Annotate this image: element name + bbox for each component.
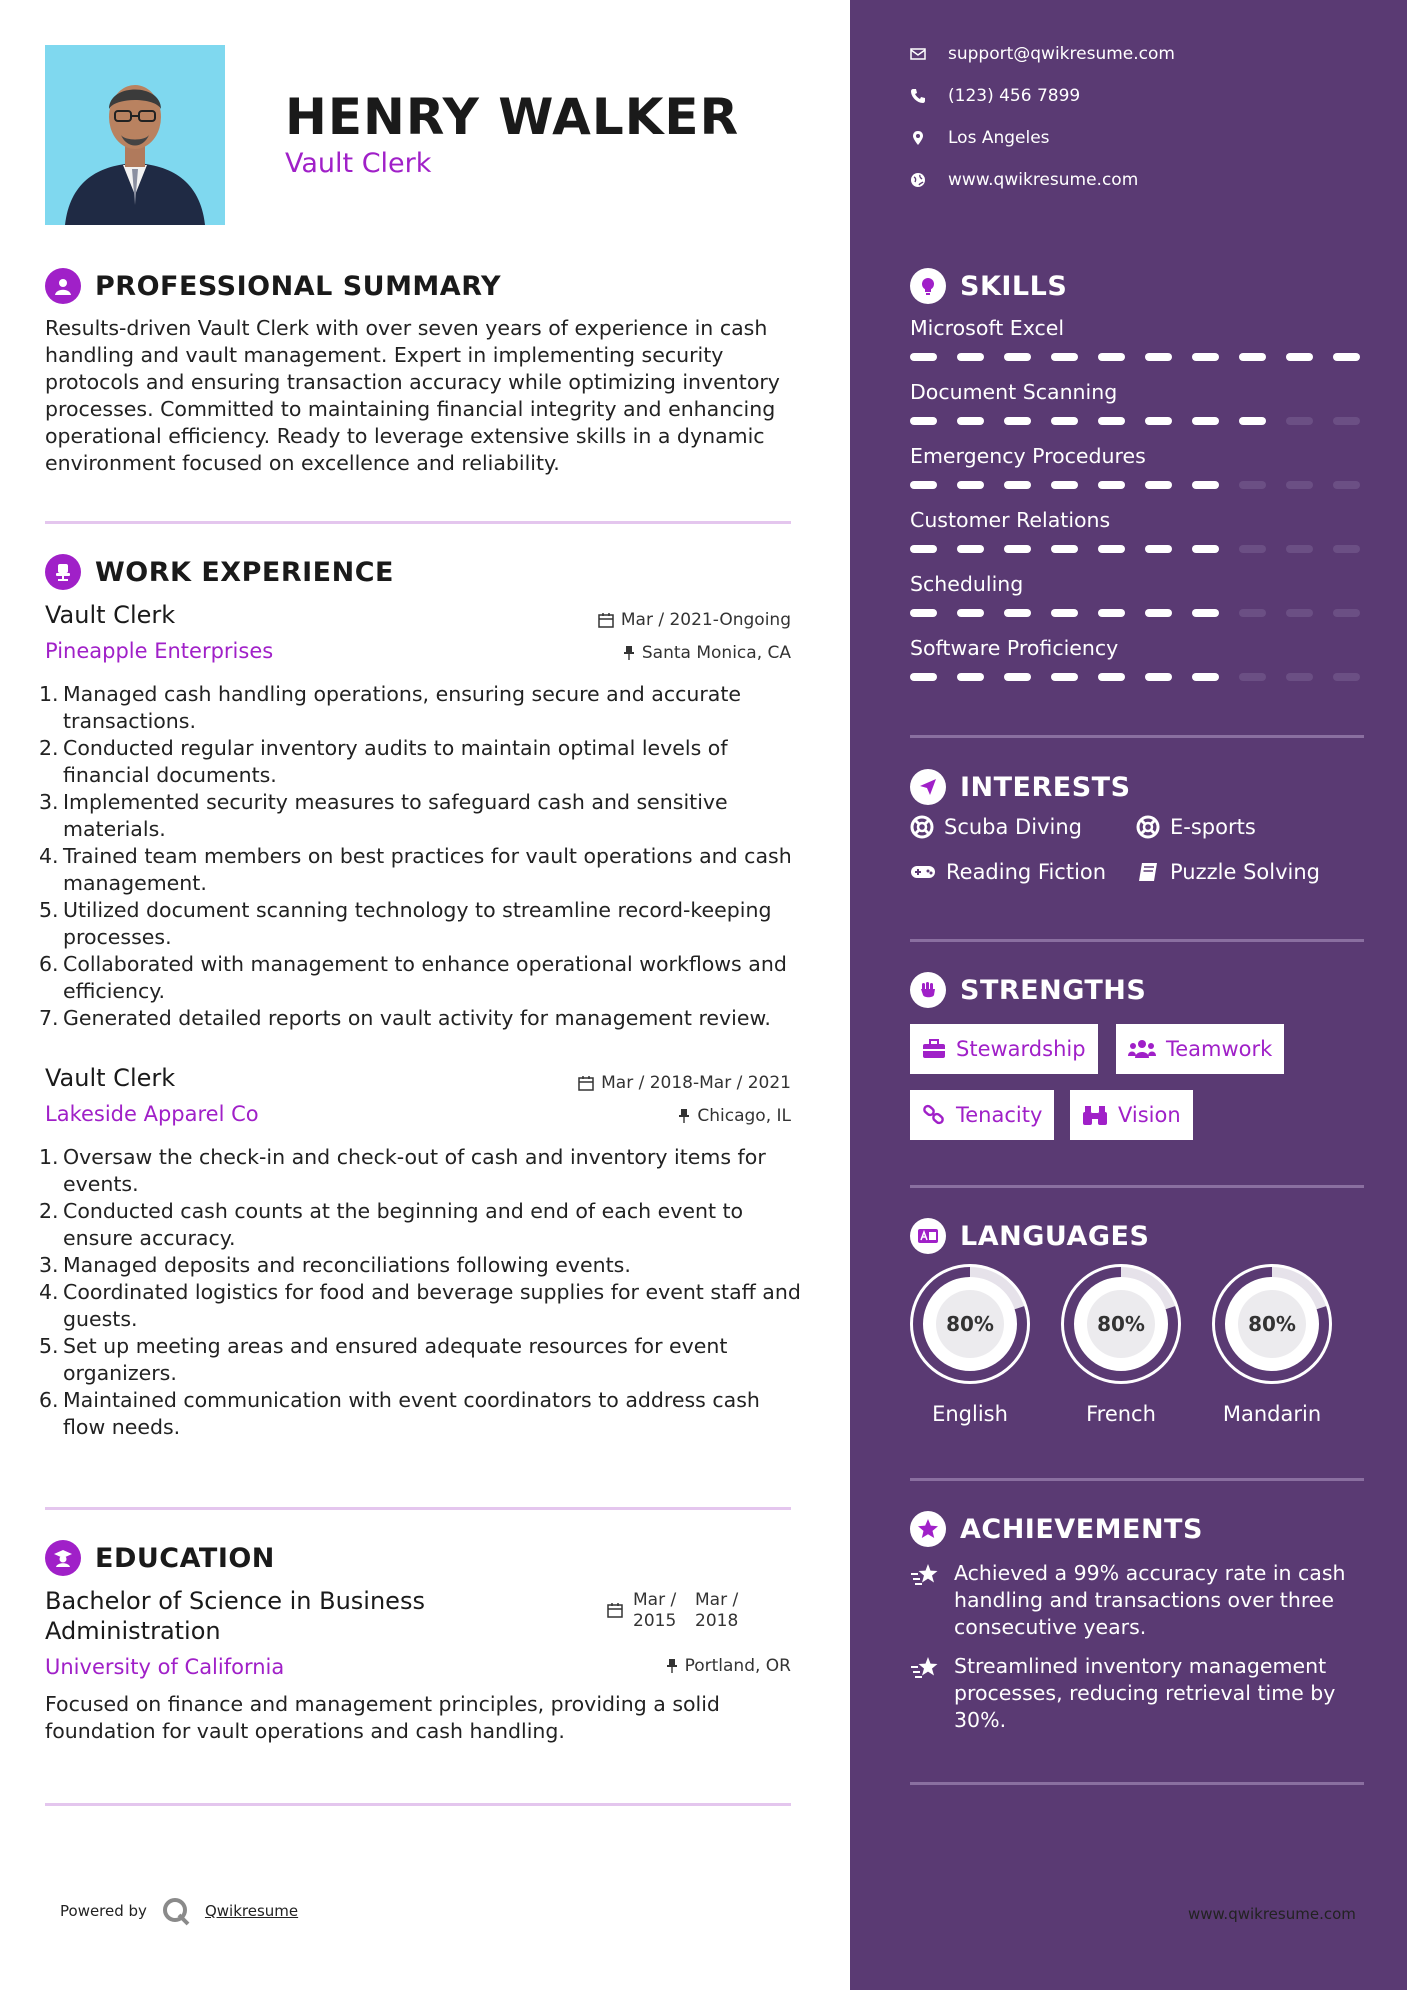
skill-level-segment bbox=[1145, 481, 1172, 489]
skill-level-segment bbox=[1145, 609, 1172, 617]
job-company: Pineapple Enterprises bbox=[45, 639, 274, 663]
skill-level-segment bbox=[1286, 673, 1313, 681]
lifebuoy-icon bbox=[910, 815, 934, 839]
section-title: INTERESTS bbox=[960, 771, 1131, 803]
language-name: Mandarin bbox=[1222, 1402, 1322, 1426]
skill-level-bar bbox=[910, 609, 1360, 617]
shooting-star-icon bbox=[910, 1655, 940, 1683]
job-duties-list bbox=[39, 1144, 805, 1441]
skill-level-segment bbox=[1192, 673, 1219, 681]
contact-website-text[interactable]: www.qwikresume.com bbox=[948, 170, 1139, 190]
achievement-item bbox=[910, 1653, 1360, 1734]
interest-item bbox=[1136, 860, 1320, 884]
section-divider bbox=[910, 735, 1364, 738]
skill-level-segment bbox=[1286, 609, 1313, 617]
paper-plane-icon bbox=[910, 769, 946, 805]
footer-powered-by bbox=[60, 1896, 298, 1926]
chair-icon bbox=[45, 554, 81, 590]
language-percent: 80% bbox=[1097, 1312, 1145, 1336]
strength-badge bbox=[910, 1024, 1098, 1074]
language-progress-ring bbox=[1061, 1264, 1181, 1384]
job-location bbox=[678, 1106, 791, 1126]
phone-icon bbox=[910, 88, 926, 104]
section-divider bbox=[45, 1507, 791, 1510]
skill-level-segment bbox=[957, 353, 984, 361]
section-divider bbox=[910, 1782, 1364, 1785]
skill-level-bar bbox=[910, 545, 1360, 553]
interest-label: Puzzle Solving bbox=[1170, 860, 1320, 884]
languages-heading bbox=[910, 1218, 1149, 1254]
skill-level-segment bbox=[1098, 353, 1125, 361]
section-title: ACHIEVEMENTS bbox=[960, 1513, 1203, 1545]
globe-icon bbox=[910, 172, 926, 188]
strength-badge bbox=[1070, 1090, 1193, 1140]
achievement-text: Streamlined inventory management processes, reducing retrieval time by 30%. bbox=[954, 1654, 1336, 1732]
education-dates bbox=[607, 1590, 747, 1632]
section-divider bbox=[910, 939, 1364, 942]
interest-label: Scuba Diving bbox=[944, 815, 1082, 839]
summary-text: Results-driven Vault Clerk with over seven years of experience in cash handling and vault management. Expert in implementing security protocols and ensuring transaction accuracy while optimizing inventory processes. Committed to maintaining financial integrity and enhancing operational efficiency. Ready to leverage extensive skills in a dynamic environment focused on excellence and reliability. bbox=[45, 316, 780, 475]
section-divider bbox=[45, 521, 791, 524]
skill-name: Customer Relations bbox=[910, 508, 1111, 532]
skill-level-segment bbox=[1286, 353, 1313, 361]
skill-level-segment bbox=[1192, 545, 1219, 553]
list-item: 3. Managed deposits and reconciliations following events. bbox=[39, 1253, 631, 1277]
contact-website bbox=[910, 170, 1138, 190]
skill-level-segment bbox=[1004, 481, 1031, 489]
skills-heading bbox=[910, 268, 1067, 304]
skill-name: Scheduling bbox=[910, 572, 1024, 596]
link-icon bbox=[922, 1104, 946, 1126]
map-pin-icon bbox=[910, 130, 926, 146]
skill-level-segment bbox=[1145, 417, 1172, 425]
skill-level-segment bbox=[1239, 481, 1266, 489]
skill-level-segment bbox=[1239, 353, 1266, 361]
education-description: Focused on finance and management principles, providing a solid foundation for vault operations and cash handling. bbox=[45, 1692, 720, 1743]
contact-phone-text[interactable]: (123) 456 7899 bbox=[948, 86, 1081, 106]
achievement-text: Achieved a 99% accuracy rate in cash handling and transactions over three consecutive years. bbox=[954, 1561, 1346, 1639]
list-item: 1. Oversaw the check-in and check-out of cash and inventory items for events. bbox=[39, 1145, 766, 1196]
skill-level-segment bbox=[1333, 545, 1360, 553]
list-item: 3. Implemented security measures to safeguard cash and sensitive materials. bbox=[39, 790, 728, 841]
interest-item bbox=[910, 815, 1082, 839]
skill-level-segment bbox=[910, 673, 937, 681]
job-date bbox=[578, 1073, 791, 1093]
section-divider bbox=[910, 1478, 1364, 1481]
skill-level-segment bbox=[957, 673, 984, 681]
skill-level-bar bbox=[910, 673, 1360, 681]
calendar-icon bbox=[607, 1602, 623, 1618]
section-divider bbox=[910, 1185, 1364, 1188]
skill-level-segment bbox=[1098, 609, 1125, 617]
skill-level-segment bbox=[957, 609, 984, 617]
skill-level-segment bbox=[1192, 417, 1219, 425]
pushpin-icon bbox=[666, 1658, 678, 1674]
job-role: Vault Clerk bbox=[45, 601, 176, 629]
education-location-text: Portland, OR bbox=[684, 1656, 791, 1676]
contact-location bbox=[910, 128, 1050, 148]
pushpin-icon bbox=[678, 1108, 690, 1124]
skill-level-segment bbox=[1333, 481, 1360, 489]
skill-level-segment bbox=[1051, 673, 1078, 681]
section-title: PROFESSIONAL SUMMARY bbox=[95, 270, 502, 302]
section-divider bbox=[45, 1803, 791, 1806]
job-location bbox=[623, 643, 791, 663]
strength-label: Teamwork bbox=[1166, 1037, 1273, 1061]
skill-level-segment bbox=[1145, 353, 1172, 361]
language-percent: 80% bbox=[946, 1312, 994, 1336]
school-name: University of California bbox=[45, 1655, 285, 1679]
job-role: Vault Clerk bbox=[45, 1064, 176, 1092]
skill-level-segment bbox=[1145, 545, 1172, 553]
language-progress-ring bbox=[910, 1264, 1030, 1384]
skill-level-segment bbox=[1051, 481, 1078, 489]
strengths-heading bbox=[910, 972, 1146, 1008]
binoculars-icon bbox=[1082, 1104, 1108, 1126]
list-item: 6. Maintained communication with event coordinators to address cash flow needs. bbox=[39, 1388, 760, 1439]
skill-level-segment bbox=[1051, 609, 1078, 617]
strength-label: Tenacity bbox=[956, 1103, 1043, 1127]
users-icon bbox=[1128, 1039, 1156, 1059]
language-name: French bbox=[1086, 1402, 1156, 1426]
skill-level-segment bbox=[1239, 609, 1266, 617]
skill-level-segment bbox=[910, 481, 937, 489]
interest-item bbox=[1136, 815, 1256, 839]
skill-level-segment bbox=[957, 545, 984, 553]
skill-level-bar bbox=[910, 417, 1360, 425]
user-circle-icon bbox=[45, 268, 81, 304]
list-item: 2. Conducted regular inventory audits to maintain optimal levels of financial documents. bbox=[39, 736, 728, 787]
achievement-item bbox=[910, 1560, 1360, 1641]
skill-level-segment bbox=[1333, 609, 1360, 617]
skill-name: Document Scanning bbox=[910, 380, 1118, 404]
fist-icon bbox=[910, 972, 946, 1008]
skill-level-segment bbox=[1004, 609, 1031, 617]
education-location bbox=[666, 1656, 791, 1676]
skill-level-segment bbox=[1286, 481, 1313, 489]
summary-heading bbox=[45, 268, 501, 304]
skill-level-segment bbox=[1239, 673, 1266, 681]
footer-website[interactable]: www.qwikresume.com bbox=[1188, 1905, 1356, 1923]
contact-location-text: Los Angeles bbox=[948, 128, 1050, 148]
section-title: SKILLS bbox=[960, 270, 1068, 302]
education-heading bbox=[45, 1540, 275, 1576]
job-date bbox=[598, 610, 791, 630]
skill-level-segment bbox=[1004, 673, 1031, 681]
interest-item bbox=[910, 860, 1106, 884]
achievements-heading bbox=[910, 1511, 1203, 1547]
skill-level-segment bbox=[1004, 417, 1031, 425]
envelope-icon bbox=[910, 46, 926, 62]
qwikresume-logo-icon bbox=[161, 1896, 191, 1926]
skill-level-segment bbox=[1145, 673, 1172, 681]
language-progress-ring bbox=[1212, 1264, 1332, 1384]
skill-level-segment bbox=[957, 417, 984, 425]
list-item: 6. Collaborated with management to enhance operational workflows and efficiency. bbox=[39, 952, 787, 1003]
book-icon bbox=[1136, 860, 1160, 884]
strength-badge bbox=[910, 1090, 1054, 1140]
skill-level-segment bbox=[1192, 609, 1219, 617]
skill-level-segment bbox=[1098, 481, 1125, 489]
contact-phone bbox=[910, 86, 1080, 106]
interest-label: Reading Fiction bbox=[946, 860, 1107, 884]
experience-heading bbox=[45, 554, 394, 590]
skill-level-segment bbox=[910, 545, 937, 553]
degree-title: Bachelor of Science in Business Administration bbox=[45, 1587, 425, 1645]
contact-email bbox=[910, 44, 1175, 64]
skill-level-segment bbox=[1333, 353, 1360, 361]
list-item: 2. Conducted cash counts at the beginning and end of each event to ensure accuracy. bbox=[39, 1199, 744, 1250]
skill-level-segment bbox=[910, 417, 937, 425]
calendar-icon bbox=[598, 612, 614, 628]
strength-label: Vision bbox=[1118, 1103, 1181, 1127]
skill-name: Microsoft Excel bbox=[910, 316, 1065, 340]
language-percent: 80% bbox=[1248, 1312, 1296, 1336]
list-item: 7. Generated detailed reports on vault activity for management review. bbox=[39, 1006, 771, 1030]
skill-level-segment bbox=[1192, 481, 1219, 489]
person-portrait-icon bbox=[45, 45, 225, 225]
shooting-star-icon bbox=[910, 1562, 940, 1590]
candidate-name: HENRY WALKER bbox=[285, 88, 740, 146]
skill-level-bar bbox=[910, 353, 1360, 361]
language-item bbox=[910, 1264, 1030, 1426]
list-item: 4. Trained team members on best practices for vault operations and cash management. bbox=[39, 844, 792, 895]
lightbulb-icon bbox=[910, 268, 946, 304]
skill-level-segment bbox=[1098, 545, 1125, 553]
skill-level-segment bbox=[1051, 353, 1078, 361]
list-item: 4. Coordinated logistics for food and beverage supplies for event staff and guests. bbox=[39, 1280, 801, 1331]
list-item: 5. Set up meeting areas and ensured adequate resources for event organizers. bbox=[39, 1334, 728, 1385]
skill-level-segment bbox=[1192, 353, 1219, 361]
graduate-icon bbox=[45, 1540, 81, 1576]
interest-label: E-sports bbox=[1170, 815, 1256, 839]
skill-level-segment bbox=[1051, 417, 1078, 425]
skill-level-segment bbox=[1239, 545, 1266, 553]
powered-by-label: Powered by bbox=[60, 1902, 147, 1920]
strength-label: Stewardship bbox=[956, 1037, 1086, 1061]
job-location-text: Santa Monica, CA bbox=[641, 643, 791, 663]
skill-level-segment bbox=[1051, 545, 1078, 553]
list-item: 5. Utilized document scanning technology to streamline record-keeping processes. bbox=[39, 898, 772, 949]
job-duties-list bbox=[39, 681, 805, 1032]
skill-level-segment bbox=[910, 609, 937, 617]
section-title: WORK EXPERIENCE bbox=[95, 556, 394, 588]
job-location-text: Chicago, IL bbox=[697, 1106, 791, 1126]
skill-level-segment bbox=[1239, 417, 1266, 425]
skill-level-segment bbox=[1333, 417, 1360, 425]
section-title: LANGUAGES bbox=[960, 1220, 1150, 1252]
translate-icon bbox=[910, 1218, 946, 1254]
skill-level-segment bbox=[1004, 545, 1031, 553]
skill-level-segment bbox=[1098, 417, 1125, 425]
gamepad-icon bbox=[910, 862, 936, 882]
skill-level-segment bbox=[910, 353, 937, 361]
skill-level-bar bbox=[910, 481, 1360, 489]
skill-level-segment bbox=[1333, 673, 1360, 681]
lifebuoy-icon bbox=[1136, 815, 1160, 839]
skill-level-segment bbox=[1286, 417, 1313, 425]
interests-heading bbox=[910, 769, 1131, 805]
section-title: STRENGTHS bbox=[960, 974, 1147, 1006]
calendar-icon bbox=[578, 1075, 594, 1091]
star-icon bbox=[910, 1511, 946, 1547]
language-name: English bbox=[932, 1402, 1008, 1426]
qwikresume-link[interactable]: Qwikresume bbox=[204, 1902, 299, 1920]
education-end-date: Mar / 2018 bbox=[695, 1590, 739, 1631]
skill-level-segment bbox=[1004, 353, 1031, 361]
language-item bbox=[1061, 1264, 1181, 1426]
list-item: 1. Managed cash handling operations, ensuring secure and accurate transactions. bbox=[39, 682, 742, 733]
pushpin-icon bbox=[623, 645, 635, 661]
language-item bbox=[1212, 1264, 1332, 1426]
skill-name: Emergency Procedures bbox=[910, 444, 1146, 468]
section-title: EDUCATION bbox=[95, 1542, 275, 1574]
skill-level-segment bbox=[957, 481, 984, 489]
candidate-title: Vault Clerk bbox=[285, 148, 432, 179]
job-date-text: Mar / 2021-Ongoing bbox=[620, 610, 791, 630]
contact-email-text[interactable]: support@qwikresume.com bbox=[948, 44, 1175, 64]
profile-photo bbox=[45, 45, 225, 225]
strength-badge bbox=[1116, 1024, 1284, 1074]
job-date-text: Mar / 2018-Mar / 2021 bbox=[601, 1073, 791, 1093]
skill-name: Software Proficiency bbox=[910, 636, 1119, 660]
skill-level-segment bbox=[1098, 673, 1125, 681]
education-start-date: Mar / 2015 bbox=[633, 1590, 677, 1631]
briefcase-icon bbox=[922, 1039, 946, 1059]
skill-level-segment bbox=[1286, 545, 1313, 553]
job-company: Lakeside Apparel Co bbox=[45, 1102, 259, 1126]
